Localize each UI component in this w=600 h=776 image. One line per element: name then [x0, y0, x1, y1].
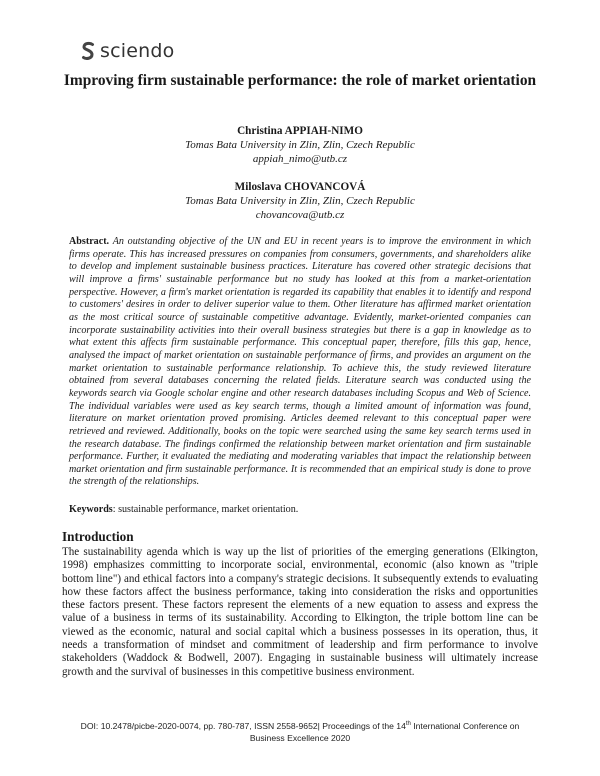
footer-superscript: th	[405, 721, 411, 727]
keywords-text: : sustainable performance, market orientation.	[112, 504, 299, 515]
page-footer	[70, 718, 530, 744]
sciendo-logo-icon	[80, 41, 96, 61]
keywords	[69, 504, 298, 515]
section-heading-introduction: Introduction	[62, 529, 134, 544]
author-block-1	[60, 124, 540, 166]
author-name: Christina APPIAH-NIMO	[237, 125, 363, 137]
author-affiliation: Tomas Bata University in Zlin, Zlin, Czech Republic	[185, 195, 415, 207]
keywords-label: Keywords	[69, 504, 113, 515]
abstract-text: An outstanding objective of the UN and EU in recent years is to improve the environment in which firms operate. This has increased pressures on companies from consumers, governments, and shareholders alike to develop and implement sustainable business practices. Literature has covered other strategic decisions that will improve a firms' sustainable performance but no study has looked at this from a market-orientation perspective. However, a firm's market orientation is regarded its capability that enables it to identify and respond to customers' desires in order to deliver superior value to them. Other literature has affirmed market orientation as the most critical source of sustainable competitive advantage. Evidently, market-oriented companies can incorporate sustainability activities into their overall business strategies but there is a gap in knowledge as to what extent this affects firm sustainable performance. This conceptual paper, therefore, fills this gap, hence, analysed the impact of market orientation on sustainable performance of firms, and provides an argument on the market orientation to sustainable performance relationship. To achieve this, the study reviewed literature obtained from several databases concerning the related fields. Literature search was conducted using the keywords search via Google scholar engine and other research databases including Scopus and Web of Science. The individual variables were used as key search terms, though a limited amount of information was found, literature on market orientation proved promising. Articles deemed relevant to this conceptual paper were retrieved and reviewed. Additionally, books on the topic were searched using the same key search terms used in the research database. The findings confirmed the relationship between market orientation and firm sustainable performance. Further, it evaluated the mediating and moderating variables that impact the relationship between market orientation and firm sustainable performance. It is recommended that an empirical study is done to prove the strength of the relationships.	[69, 236, 531, 488]
author-email: appiah_nimo@utb.cz	[252, 153, 348, 165]
abstract	[69, 236, 531, 489]
author-affiliation: Tomas Bata University in Zlin, Zlin, Czech Republic	[185, 139, 415, 151]
author-block-2	[60, 180, 540, 222]
footer-text-end: International Conference on Business Excellence 2020	[249, 720, 520, 743]
publisher-logo	[80, 40, 174, 62]
introduction-paragraph: The sustainability agenda which is way up the list of priorities of the emerging generations (Elkington, 1998) emphasizes committing to incorporate social, environmental, economic (also known as "triple bottom line") and ethical factors into a company's strategic decisions. It subsequently extends to evaluating how these factors affect the business performance, taking into consideration the risks and opportunities these factors present. These factors represent the elements of a new equation to assess and express the value of a business in terms of its sustainability. According to Elkington, the triple bottom line can be viewed as the economic, natural and social capital which a business possesses in its operation, thus, it needs a transformation of mindset and commitment of leadership and firm performance to involve stakeholders (Waddock & Bodwell, 2007). Engaging in sustainable business will ultimately increase growth and the survival of businesses in this competitive business environment.	[62, 546, 538, 678]
footer-text-start: DOI: 10.2478/picbe-2020-0074, pp. 780-787, ISSN 2558-9652| Proceedings of the 14	[80, 720, 406, 731]
author-email: chovancova@utb.cz	[255, 209, 345, 221]
logo-text: sciendo	[100, 40, 175, 62]
paper-title: Improving firm sustainable performance: the role of market orientation	[63, 72, 537, 89]
abstract-label: Abstract.	[69, 236, 110, 247]
author-name: Miloslava CHOVANCOVÁ	[234, 181, 366, 193]
